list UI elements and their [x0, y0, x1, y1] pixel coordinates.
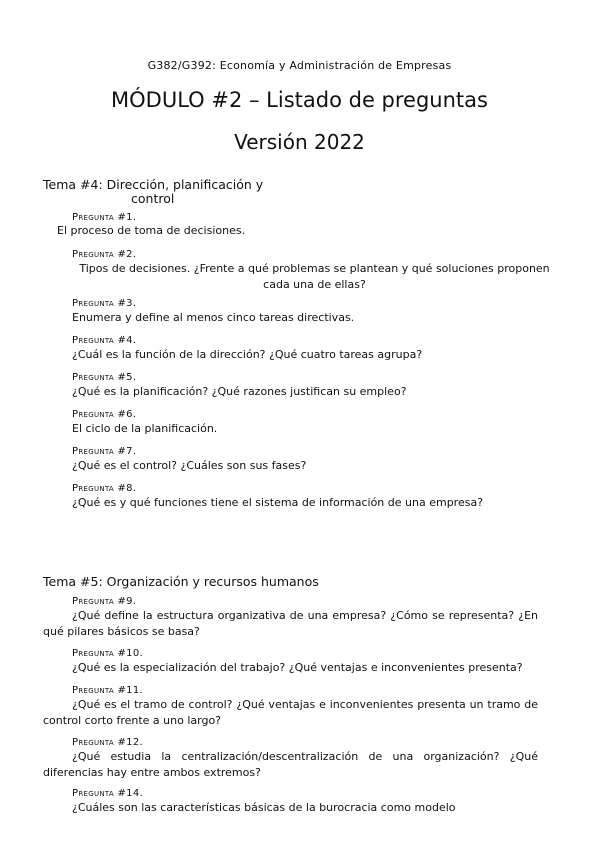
question-text: ¿Qué es el tramo de control? ¿Qué ventajas e inconvenientes presenta un tramo de control corto frente a uno largo?: [43, 698, 538, 727]
topic-5-title: Tema #5: Organización y recursos humanos: [43, 574, 319, 589]
question-text: ¿Qué define la estructura organizativa de una empresa? ¿Cómo se representa? ¿En qué pilares básicos se basa?: [43, 609, 538, 638]
question-label: Pregunta #7.: [72, 446, 137, 457]
topic-4-title-cont: control: [131, 191, 175, 206]
question-text: ¿Qué es el control? ¿Cuáles son sus fases?: [72, 459, 307, 472]
question-text: Tipos de decisiones. ¿Frente a qué problemas se plantean y qué soluciones proponen cada una de ellas?: [79, 262, 550, 291]
question-label: Pregunta #2.: [72, 249, 137, 260]
course-header: G382/G392: Economía y Administración de Empresas: [147, 59, 452, 72]
question-label: Pregunta #3.: [72, 298, 137, 309]
page-title: MÓDULO #2 – Listado de preguntas: [111, 88, 488, 112]
question-label: Pregunta #1.: [72, 212, 137, 223]
question-label: Pregunta #11.: [72, 685, 143, 696]
question-label: Pregunta #6.: [72, 409, 137, 420]
question-label: Pregunta #14.: [72, 788, 143, 799]
question-text: El ciclo de la planificación.: [72, 422, 218, 435]
question-text: El proceso de toma de decisiones.: [57, 224, 246, 237]
version-label: Versión 2022: [234, 130, 365, 154]
question-text: ¿Cuáles son las características básicas de la burocracia como modelo: [72, 801, 456, 814]
topic-4-title: Tema #4: Dirección, planificación y: [43, 177, 264, 192]
question-text: ¿Cuál es la función de la dirección? ¿Qué cuatro tareas agrupa?: [72, 348, 423, 361]
question-text: ¿Qué estudia la centralización/descentralización de una organización? ¿Qué diferencias hay entre ambos extremos?: [43, 750, 538, 779]
question-text: ¿Qué es y qué funciones tiene el sistema de información de una empresa?: [72, 496, 484, 509]
question-text: ¿Qué es la especialización del trabajo? ¿Qué ventajas e inconvenientes presenta?: [72, 661, 523, 674]
question-label: Pregunta #9.: [72, 596, 137, 607]
question-label: Pregunta #5.: [72, 372, 137, 383]
question-label: Pregunta #4.: [72, 335, 137, 346]
question-label: Pregunta #8.: [72, 483, 137, 494]
question-text: Enumera y define al menos cinco tareas directivas.: [72, 311, 355, 324]
question-text: ¿Qué es la planificación? ¿Qué razones justifican su empleo?: [72, 385, 407, 398]
question-label: Pregunta #12.: [72, 737, 143, 748]
question-label: Pregunta #10.: [72, 648, 143, 659]
